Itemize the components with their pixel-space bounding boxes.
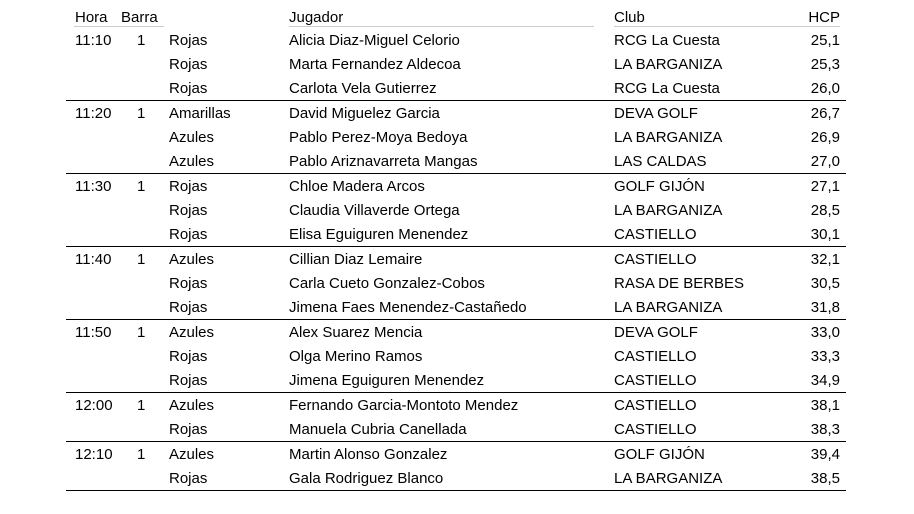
jugador-cell: Carlota Vela Gutierrez — [289, 80, 437, 97]
barra-cell: 1 — [137, 324, 146, 341]
tee-cell: Rojas — [169, 421, 208, 438]
hora-cell: 11:10 — [75, 32, 112, 49]
tee-time-group — [66, 101, 846, 174]
tee-time-group — [66, 320, 846, 393]
jugador-cell: Alex Suarez Mencia — [289, 324, 423, 341]
club-cell: RCG La Cuesta — [614, 32, 720, 49]
table-row — [66, 101, 846, 125]
header-hora: Hora — [75, 9, 108, 26]
tee-cell: Rojas — [169, 202, 208, 219]
club-cell: LA BARGANIZA — [614, 129, 723, 146]
tee-cell: Rojas — [169, 226, 208, 243]
hcp-cell: 28,5 — [810, 202, 840, 219]
table-row — [66, 466, 846, 490]
jugador-cell: Alicia Diaz-Miguel Celorio — [289, 32, 460, 49]
table-row — [66, 368, 846, 392]
header-hcp: HCP — [808, 9, 840, 26]
jugador-cell: Jimena Faes Menendez-Castañedo — [289, 299, 527, 316]
jugador-cell: Gala Rodriguez Blanco — [289, 470, 444, 487]
header-rule — [614, 26, 840, 27]
club-cell: CASTIELLO — [614, 348, 697, 365]
tee-cell: Azules — [169, 129, 215, 146]
barra-cell: 1 — [137, 32, 146, 49]
club-cell: GOLF GIJÓN — [614, 446, 705, 463]
header-rule — [74, 26, 164, 27]
hcp-cell: 26,0 — [810, 80, 840, 97]
jugador-cell: Manuela Cubria Canellada — [289, 421, 467, 438]
hcp-cell: 30,1 — [810, 226, 840, 243]
hcp-cell: 25,1 — [810, 32, 840, 49]
tee-times-table — [66, 6, 846, 491]
hora-cell: 11:30 — [75, 178, 112, 195]
hcp-cell: 38,5 — [810, 470, 840, 487]
club-cell: RASA DE BERBES — [614, 275, 745, 292]
jugador-cell: Elisa Eguiguren Menendez — [289, 226, 469, 243]
club-cell: CASTIELLO — [614, 226, 697, 243]
hcp-cell: 33,0 — [810, 324, 840, 341]
table-row — [66, 28, 846, 52]
hcp-cell: 33,3 — [810, 348, 840, 365]
club-cell: DEVA GOLF — [614, 105, 698, 122]
table-row — [66, 52, 846, 76]
club-cell: RCG La Cuesta — [614, 80, 720, 97]
header-jugador: Jugador — [289, 9, 344, 26]
club-cell: CASTIELLO — [614, 421, 697, 438]
table-header — [66, 6, 846, 28]
hcp-cell: 31,8 — [810, 299, 840, 316]
jugador-cell: Carla Cueto Gonzalez-Cobos — [289, 275, 485, 292]
jugador-cell: Cillian Diaz Lemaire — [289, 251, 423, 268]
hcp-cell: 27,1 — [810, 178, 840, 195]
club-cell: LA BARGANIZA — [614, 202, 723, 219]
hcp-cell: 32,1 — [810, 251, 840, 268]
tee-cell: Azules — [169, 446, 215, 463]
table-row — [66, 393, 846, 417]
table-row — [66, 222, 846, 246]
tee-cell: Azules — [169, 251, 215, 268]
hcp-cell: 38,1 — [810, 397, 840, 414]
hcp-cell: 39,4 — [810, 446, 840, 463]
jugador-cell: Pablo Ariznavarreta Mangas — [289, 153, 478, 170]
hora-cell: 11:20 — [75, 105, 112, 122]
club-cell: CASTIELLO — [614, 372, 697, 389]
tee-cell: Amarillas — [169, 105, 231, 122]
club-cell: GOLF GIJÓN — [614, 178, 705, 195]
hora-cell: 12:10 — [75, 446, 113, 463]
barra-cell: 1 — [137, 178, 146, 195]
tee-cell: Rojas — [169, 178, 208, 195]
barra-cell: 1 — [137, 105, 146, 122]
tee-cell: Rojas — [169, 275, 208, 292]
jugador-cell: Pablo Perez-Moya Bedoya — [289, 129, 468, 146]
hcp-cell: 34,9 — [810, 372, 840, 389]
hcp-cell: 26,9 — [810, 129, 840, 146]
hora-cell: 12:00 — [75, 397, 113, 414]
club-cell: LA BARGANIZA — [614, 299, 723, 316]
tee-time-group — [66, 28, 846, 101]
hcp-cell: 38,3 — [810, 421, 840, 438]
table-row — [66, 76, 846, 100]
tee-cell: Rojas — [169, 32, 208, 49]
barra-cell: 1 — [137, 251, 146, 268]
tee-time-group — [66, 174, 846, 247]
tee-time-group — [66, 247, 846, 320]
jugador-cell: Chloe Madera Arcos — [289, 178, 425, 195]
table-row — [66, 344, 846, 368]
tee-cell: Rojas — [169, 470, 208, 487]
tee-cell: Azules — [169, 324, 215, 341]
table-row — [66, 417, 846, 441]
hcp-cell: 26,7 — [810, 105, 840, 122]
barra-cell: 1 — [137, 446, 146, 463]
jugador-cell: David Miguelez Garcia — [289, 105, 440, 122]
table-row — [66, 442, 846, 466]
jugador-cell: Martin Alonso Gonzalez — [289, 446, 448, 463]
club-cell: DEVA GOLF — [614, 324, 698, 341]
table-row — [66, 247, 846, 271]
tee-cell: Rojas — [169, 299, 208, 316]
tee-cell: Rojas — [169, 56, 208, 73]
hcp-cell: 30,5 — [810, 275, 840, 292]
table-row — [66, 295, 846, 319]
tee-cell: Rojas — [169, 80, 208, 97]
jugador-cell: Claudia Villaverde Ortega — [289, 202, 460, 219]
table-row — [66, 125, 846, 149]
jugador-cell: Marta Fernandez Aldecoa — [289, 56, 461, 73]
hora-cell: 11:40 — [75, 251, 112, 268]
table-row — [66, 149, 846, 173]
jugador-cell: Jimena Eguiguren Menendez — [289, 372, 485, 389]
tee-cell: Azules — [169, 153, 215, 170]
table-row — [66, 271, 846, 295]
table-row — [66, 174, 846, 198]
barra-cell: 1 — [137, 397, 146, 414]
table-row — [66, 320, 846, 344]
table-row — [66, 198, 846, 222]
hcp-cell: 25,3 — [810, 56, 840, 73]
header-barra: Barra — [121, 9, 158, 26]
tee-cell: Azules — [169, 397, 215, 414]
jugador-cell: Fernando Garcia-Montoto Mendez — [289, 397, 519, 414]
club-cell: LAS CALDAS — [614, 153, 707, 170]
tee-time-group — [66, 393, 846, 442]
groups-body — [66, 28, 846, 491]
club-cell: CASTIELLO — [614, 251, 697, 268]
club-cell: CASTIELLO — [614, 397, 697, 414]
header-club: Club — [614, 9, 645, 26]
jugador-cell: Olga Merino Ramos — [289, 348, 423, 365]
hcp-cell: 27,0 — [810, 153, 840, 170]
tee-cell: Rojas — [169, 372, 208, 389]
header-rule — [289, 26, 594, 27]
hora-cell: 11:50 — [75, 324, 112, 341]
tee-cell: Rojas — [169, 348, 208, 365]
club-cell: LA BARGANIZA — [614, 56, 723, 73]
tee-time-group — [66, 442, 846, 491]
club-cell: LA BARGANIZA — [614, 470, 723, 487]
